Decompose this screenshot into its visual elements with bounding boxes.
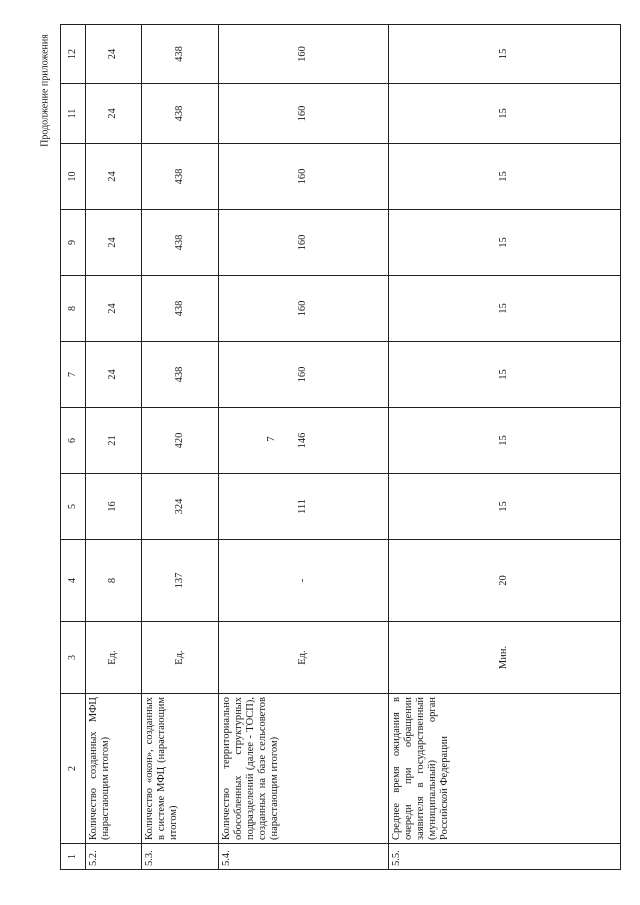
unit-cell: Ед.	[219, 622, 389, 694]
value-cell: 16	[86, 474, 142, 540]
table-row	[219, 25, 389, 870]
value-cell: 15	[389, 144, 621, 210]
value-cell: 160	[219, 210, 389, 276]
value-cell: 438	[142, 144, 219, 210]
appendix-continuation-note: Продолжение приложения	[39, 34, 51, 147]
value-cell: -	[219, 540, 389, 622]
value-cell: 160	[219, 276, 389, 342]
row-number: 5.2.	[86, 844, 142, 870]
value-cell: 20	[389, 540, 621, 622]
row-number: 5.5.	[389, 844, 621, 870]
column-header: 3	[61, 622, 86, 694]
indicator-description: Количество «окон», созданных в системе МФЦ (нарастающим итогом)	[142, 694, 219, 844]
column-header: 10	[61, 144, 86, 210]
indicator-description: Среднее время ожидания в очереди при обращении заявителя в государственный (муниципальный) орган Российской Федерации	[389, 694, 621, 844]
table-row	[389, 25, 621, 870]
value-cell: 15	[389, 342, 621, 408]
value-cell: 160	[219, 84, 389, 144]
row-number: 5.4.	[219, 844, 389, 870]
column-header: 7	[61, 342, 86, 408]
indicator-description: Количество созданных МФЦ (нарастающим итогом)	[86, 694, 142, 844]
value-cell: 15	[389, 408, 621, 474]
column-header: 11	[61, 84, 86, 144]
value-cell: 420	[142, 408, 219, 474]
value-cell: 24	[86, 276, 142, 342]
column-header: 5	[61, 474, 86, 540]
value-cell: 438	[142, 25, 219, 84]
value-cell: 438	[142, 210, 219, 276]
value-cell: 24	[86, 144, 142, 210]
value-cell: 438	[142, 84, 219, 144]
value-cell: 160	[219, 25, 389, 84]
row-number: 5.3.	[142, 844, 219, 870]
column-header: 12	[61, 25, 86, 84]
value-cell: 324	[142, 474, 219, 540]
value-cell: 15	[389, 84, 621, 144]
value-cell: 160	[219, 342, 389, 408]
column-number-row	[61, 25, 86, 870]
indicators-table	[60, 24, 621, 870]
value-cell: 24	[86, 84, 142, 144]
value-cell: 15	[389, 474, 621, 540]
value-cell: 111	[219, 474, 389, 540]
value-cell: 15	[389, 25, 621, 84]
indicator-description: Количество территориально обособленных структурных подразделений (далее - ТОСП), созданных на базе сельсоветов (нарастающим итогом)	[219, 694, 389, 844]
value-cell: 160	[219, 144, 389, 210]
column-header: 8	[61, 276, 86, 342]
value-cell: 438	[142, 276, 219, 342]
column-header: 2	[61, 694, 86, 844]
rotated-table-container	[60, 25, 615, 870]
table-row	[86, 25, 142, 870]
unit-cell: Ед.	[142, 622, 219, 694]
value-cell: 15	[389, 276, 621, 342]
value-cell: 8	[86, 540, 142, 622]
unit-cell: Мин.	[389, 622, 621, 694]
value-cell: 24	[86, 342, 142, 408]
column-header: 6	[61, 408, 86, 474]
column-header: 9	[61, 210, 86, 276]
value-cell: 146	[219, 408, 389, 474]
value-cell: 24	[86, 210, 142, 276]
column-header: 4	[61, 540, 86, 622]
value-cell: 24	[86, 25, 142, 84]
unit-cell: Ед.	[86, 622, 142, 694]
value-cell: 438	[142, 342, 219, 408]
page-number: 7	[264, 436, 277, 442]
table-row	[142, 25, 219, 870]
column-header: 1	[61, 844, 86, 870]
value-cell: 137	[142, 540, 219, 622]
value-cell: 21	[86, 408, 142, 474]
value-cell: 15	[389, 210, 621, 276]
